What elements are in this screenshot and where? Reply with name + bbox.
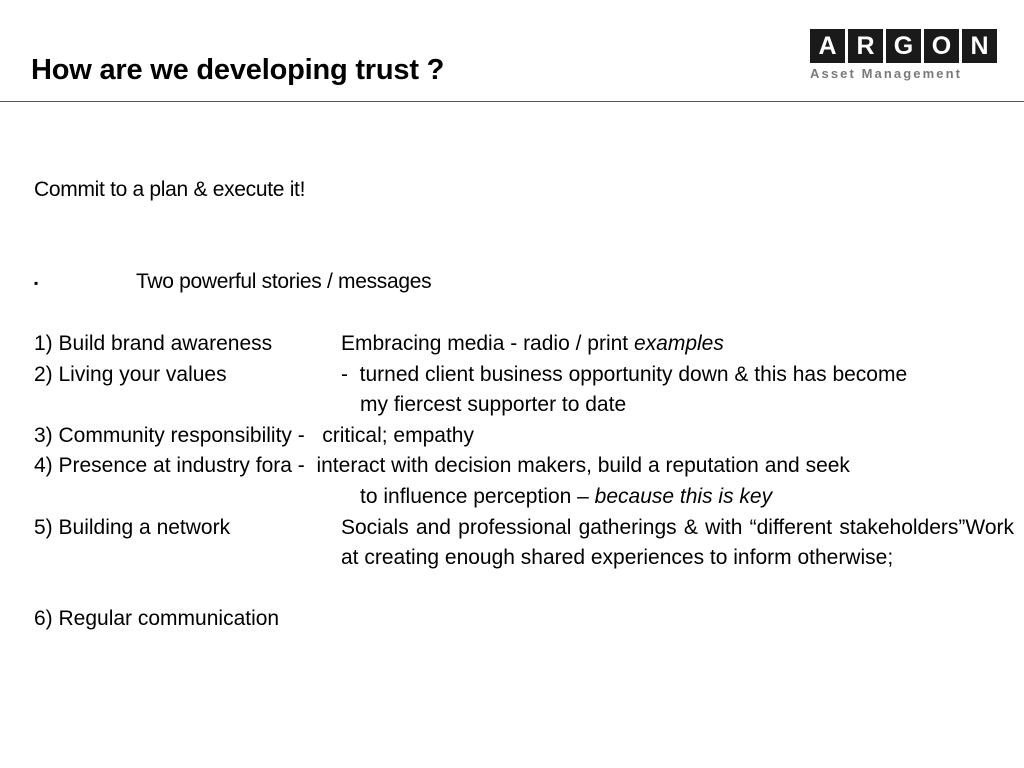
item-label: 4) Presence at industry fora: [34, 454, 292, 478]
logo-letter: G: [886, 29, 921, 63]
item-description: - interact with decision makers, build a reputation and seek: [291, 454, 850, 478]
item-label: 2) Living your values: [34, 362, 227, 386]
item-emphasis: examples: [633, 332, 724, 355]
item-full-line: [34, 421, 1014, 452]
logo-letter: R: [848, 29, 883, 63]
logo-letters: [810, 29, 1004, 63]
header-divider: [0, 101, 1024, 102]
list-item: [34, 451, 1014, 482]
logo-letter: N: [962, 29, 997, 63]
trust-list: [34, 329, 1014, 635]
list-item: [34, 360, 1014, 391]
argon-logo: [810, 29, 1004, 85]
slide-title: How are we developing trust ?: [31, 54, 445, 86]
item-description: - critical; empathy: [291, 423, 474, 447]
list-item-continuation: [34, 482, 1014, 513]
subheading: Commit to a plan & execute it!: [34, 178, 306, 201]
list-item: [34, 421, 1014, 452]
item-label: 5) Building a network: [34, 515, 231, 539]
bullet-marker: ▪: [34, 276, 39, 290]
item-full-line: [34, 451, 1014, 482]
list-item-continuation: [34, 390, 1014, 421]
logo-letter: O: [924, 29, 959, 63]
item-label: 6) Regular communication: [34, 607, 280, 631]
item-description: Socials and professional gatherings & with “different stakeholders”Work at creating enough shared experiences to inform otherwise;: [341, 515, 1014, 570]
item-description: Embracing media - radio / print examples: [341, 332, 724, 355]
list-item: [34, 604, 1014, 635]
logo-letter: A: [810, 29, 845, 63]
item-label: 1) Build brand awareness: [34, 332, 273, 355]
bullet-text: Two powerful stories / messages: [136, 270, 432, 293]
list-item: [34, 513, 1014, 574]
item-emphasis: because this is key: [594, 484, 773, 508]
item-description-continuation: to influence perception – because this is key: [360, 484, 773, 508]
item-label: 3) Community responsibility: [34, 423, 292, 447]
logo-subtitle: Asset Management: [810, 66, 963, 81]
list-item: [34, 329, 1014, 360]
item-description-continuation: my fiercest supporter to date: [360, 393, 627, 417]
item-description: - turned client business opportunity down & this has become: [341, 362, 908, 386]
